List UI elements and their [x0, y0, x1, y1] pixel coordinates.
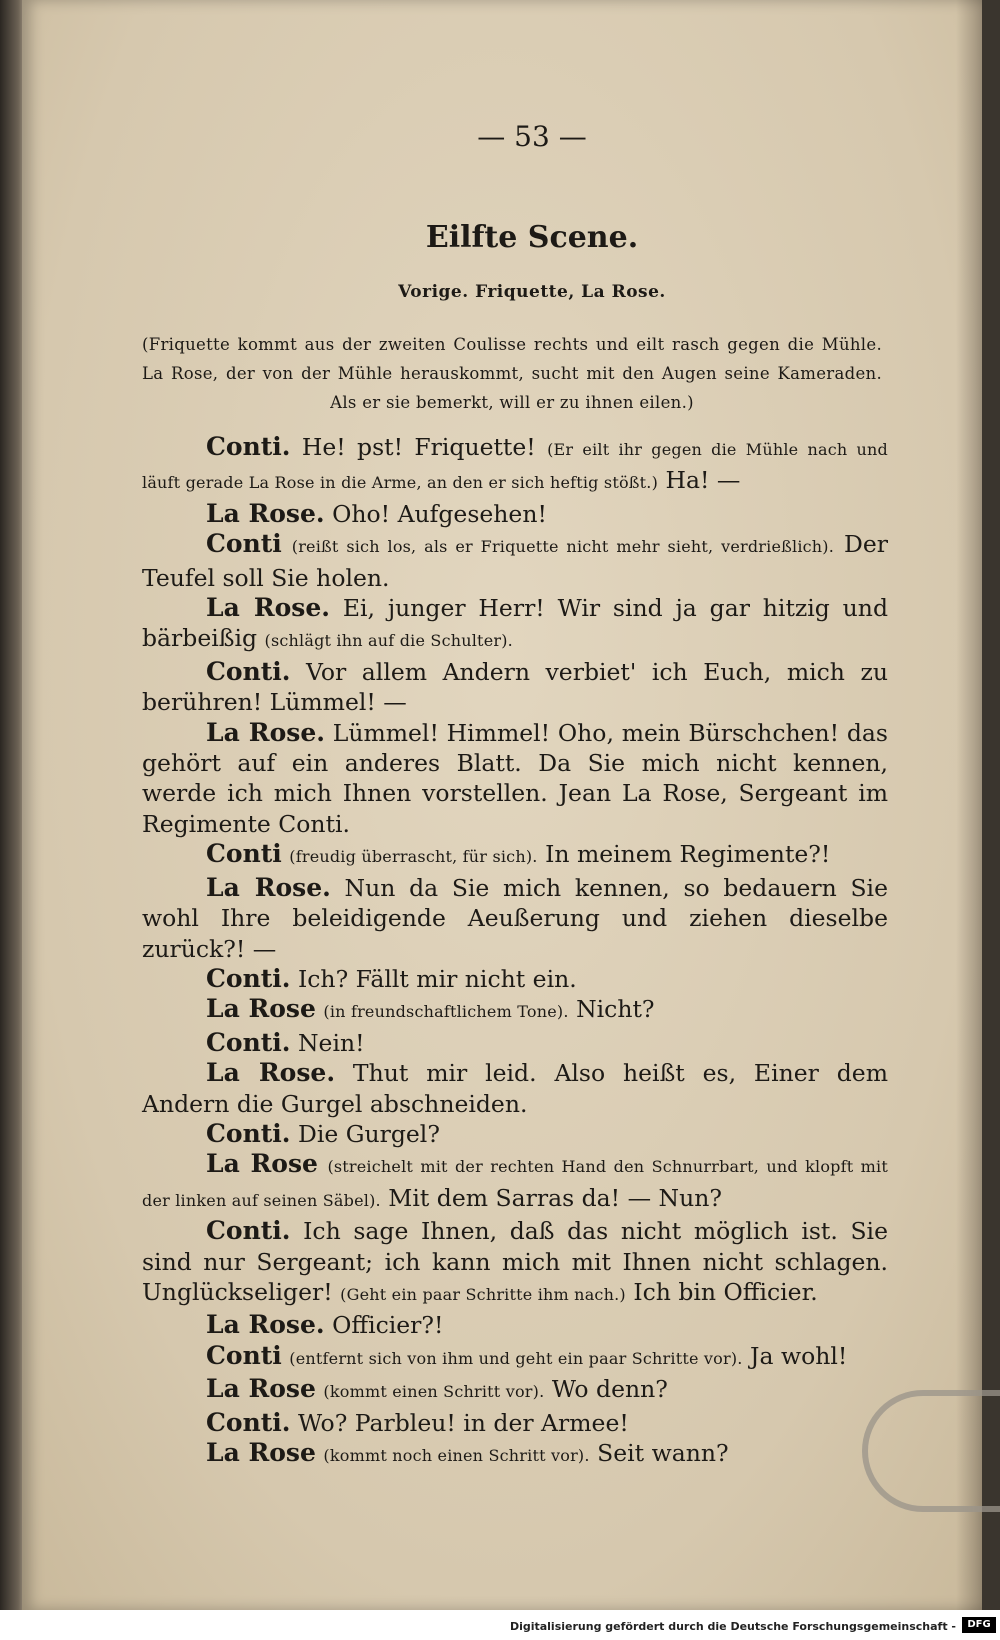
speech-text: Die Gurgel? — [297, 1119, 440, 1148]
stage-note: (kommt einen Schritt vor). — [323, 1382, 545, 1402]
speaker-name: Conti — [206, 529, 282, 559]
speech-text: Der Teufel soll Sie holen. — [142, 530, 888, 592]
speech-text: Wo denn? — [551, 1375, 668, 1404]
dialog-line — [142, 1216, 888, 1310]
dialog-line — [142, 1149, 888, 1216]
dialog-line — [142, 994, 888, 1027]
speech-text: Vor allem Andern verbiet' ich Euch, mich zu berühren! Lümmel! — — [142, 657, 888, 717]
dialog-line — [142, 657, 888, 718]
stage-note: (reißt sich los, als er Friquette nicht mehr sieht, verdrießlich). — [291, 537, 835, 557]
speech-text: Wo? Parbleu! in der Armee! — [297, 1408, 629, 1437]
speaker-name: Conti. — [206, 1027, 291, 1057]
speech-text: Lümmel! Himmel! Oho, mein Bürschchen! das gehört auf ein anderes Blatt. Da Sie mich nicht kennen, werde ich mich Ihnen vorstellen. Jean La Rose, Sergeant im Regimente Conti. — [142, 718, 888, 838]
dialog-block — [142, 432, 888, 1471]
speaker-name: La Rose — [206, 1149, 318, 1179]
speaker-name: Conti. — [206, 1118, 291, 1148]
book-page — [22, 0, 982, 1610]
speaker-name: La Rose. — [206, 872, 331, 902]
speaker-name: La Rose. — [206, 1310, 325, 1340]
speech-text: Ich bin Officier. — [633, 1277, 818, 1306]
stage-note: (Geht ein paar Schritte ihm nach.) — [340, 1284, 626, 1304]
speaker-name: Conti. — [206, 1216, 291, 1246]
speech-text: He! pst! Friquette! — [301, 433, 536, 461]
speaker-name: Conti. — [206, 1407, 291, 1437]
speaker-name: La Rose. — [206, 1058, 336, 1088]
dialog-line — [142, 1119, 888, 1149]
speech-text: Ei, junger Herr! Wir sind ja gar hitzig und bärbeißig — [142, 594, 888, 653]
speaker-name: Conti. — [206, 963, 291, 993]
dialog-line — [142, 593, 888, 657]
speech-text: Oho! Aufgesehen! — [332, 499, 547, 528]
speech-text: Officier?! — [332, 1311, 444, 1340]
speech-text: Ja wohl! — [750, 1341, 848, 1370]
dialog-line — [142, 1310, 888, 1340]
footer-credit: Digitalisierung gefördert durch die Deutsche Forschungsgemeinschaft - — [509, 1620, 956, 1633]
page-number: — 53 — — [477, 120, 587, 153]
scene-title: Eilfte Scene. — [425, 220, 639, 255]
dialog-line — [142, 529, 888, 593]
digitization-footer — [0, 1610, 1000, 1640]
dialog-line — [142, 1028, 888, 1058]
page-edge-shadow — [956, 0, 982, 1610]
dialog-line — [142, 1341, 888, 1374]
speech-text: Ha! — — [665, 466, 741, 495]
speech-text: Ich sage Ihnen, daß das nicht möglich ist. Sie sind nur Sergeant; ich kann mich mit Ihnen nicht schlagen. Unglückseliger! — [142, 1217, 888, 1306]
stage-note: (entfernt sich von ihm und geht ein paar Schritte vor). — [289, 1348, 743, 1368]
stage-note: (schlägt ihn auf die Schulter). — [264, 631, 513, 651]
stage-note: (streichelt mit der rechten Hand den Schnurrbart, und klopft mit der linken auf seinen Säbel). — [142, 1157, 888, 1210]
dialog-line — [142, 873, 888, 964]
speech-text: Mit dem Sarras da! — Nun? — [388, 1183, 722, 1212]
speaker-name: La Rose — [206, 1438, 316, 1467]
speaker-name: Conti. — [206, 432, 291, 461]
stage-note: (in freundschaftlichem Tone). — [323, 1002, 569, 1022]
speaker-name: La Rose. — [206, 717, 325, 747]
stage-direction: (Friquette kommt aus der zweiten Coulisse rechts und eilt rasch gegen die Mühle. La Rose, der von der Mühle herauskommt, sucht mit den Augen seine Kameraden. Als er sie bemerkt, will er zu ihnen eilen.) — [142, 335, 882, 412]
dialog-line — [142, 1374, 888, 1407]
speech-text: In meinem Regimente?! — [545, 840, 831, 869]
dialog-line — [142, 432, 888, 499]
speech-text: Nein! — [297, 1028, 365, 1057]
cast-line: Vorige. Friquette, La Rose. — [398, 282, 666, 302]
speaker-name: La Rose — [206, 1374, 316, 1404]
stage-note: (freudig überrascht, für sich). — [289, 847, 538, 867]
speaker-name: Conti — [206, 1340, 282, 1370]
speaker-name: La Rose. — [206, 593, 330, 623]
speech-text: Thut mir leid. Also heißt es, Einer dem Andern die Gurgel abschneiden. — [142, 1059, 888, 1118]
dialog-line — [142, 718, 888, 840]
stage-note: (Er eilt ihr gegen die Mühle nach und läuft gerade La Rose in die Arme, an den er sich heftig stößt.) — [142, 440, 888, 493]
speech-text: Seit wann? — [597, 1439, 729, 1467]
speaker-name: Conti. — [206, 656, 291, 686]
dfg-logo: DFG — [962, 1617, 996, 1633]
speaker-name: La Rose — [206, 994, 316, 1024]
dialog-line — [142, 964, 888, 994]
stage-note: (kommt noch einen Schritt vor). — [323, 1446, 590, 1465]
dialog-line — [142, 1438, 888, 1471]
dialog-line — [142, 499, 888, 529]
speaker-name: La Rose. — [206, 498, 325, 528]
dialog-line — [142, 839, 888, 872]
dialog-line — [142, 1408, 888, 1438]
speech-text: Nun da Sie mich kennen, so bedauern Sie wohl Ihre beleidigende Aeußerung und ziehen dieselbe zurück?! — — [142, 873, 888, 963]
dialog-line — [142, 1058, 888, 1119]
speech-text: Ich? Fällt mir nicht ein. — [297, 964, 577, 993]
speaker-name: Conti — [206, 839, 282, 869]
speech-text: Nicht? — [576, 995, 655, 1024]
